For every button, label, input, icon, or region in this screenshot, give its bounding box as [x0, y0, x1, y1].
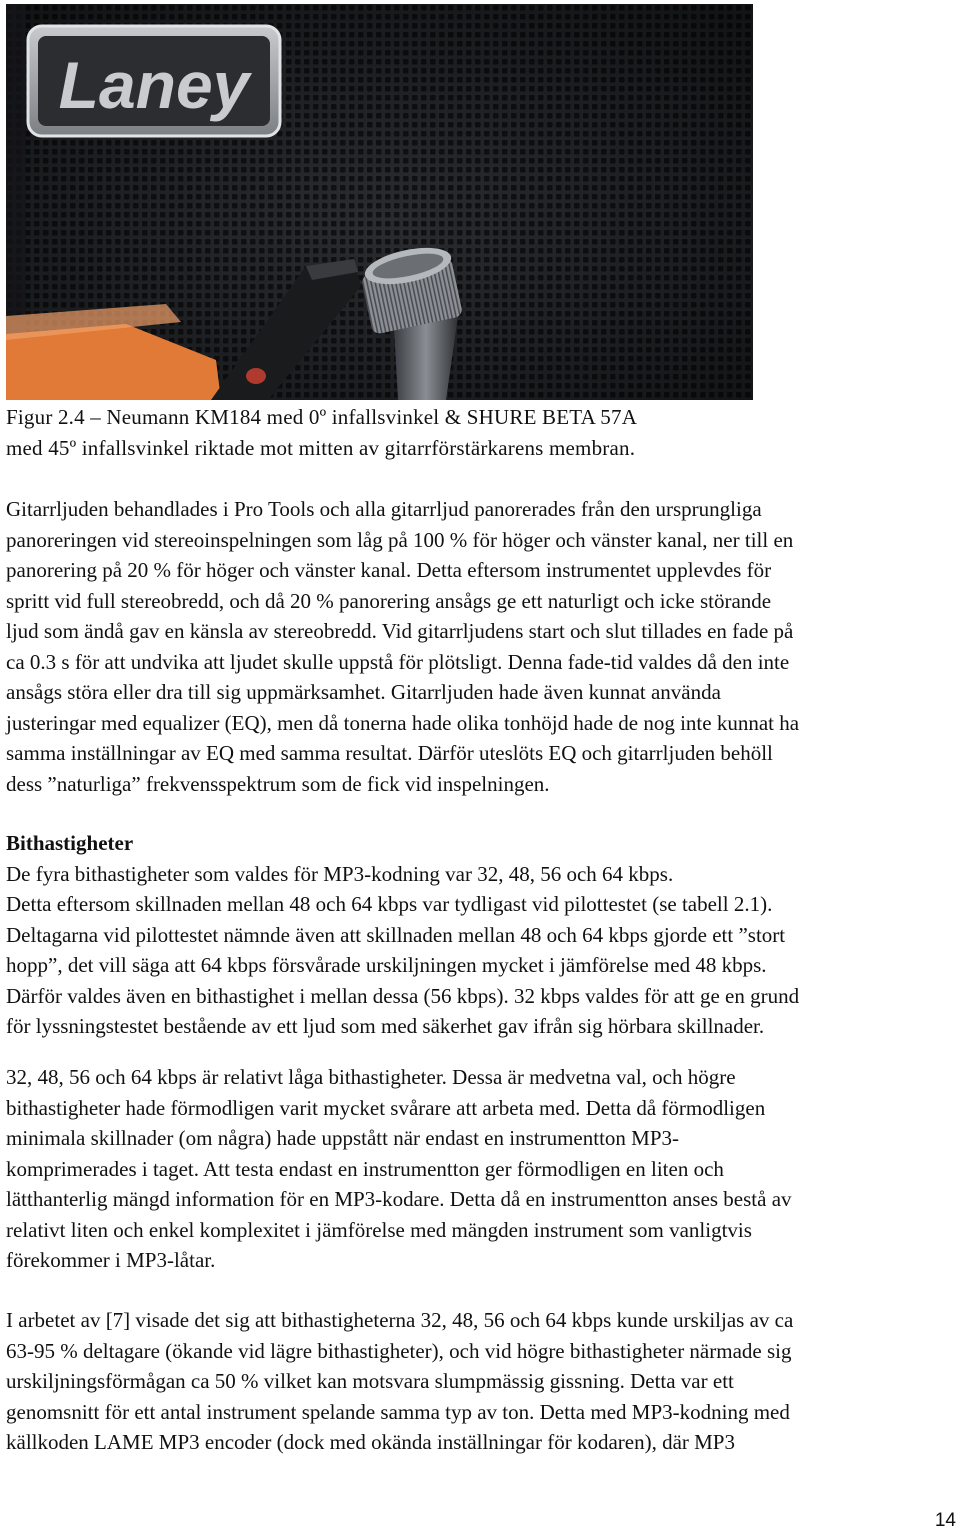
text-line: minimala skillnader (om några) hade uppstått när endast en instrumentton MP3- [6, 1126, 680, 1150]
text-line: spritt vid full stereobredd, och då 20 % panorering ansågs ge ett naturligt och icke störande [6, 588, 772, 613]
text-line: Deltagarna vid pilottestet nämnde även att skillnaden mellan 48 och 64 kbps gjorde ett ”stort [6, 922, 786, 947]
figure-photo [6, 4, 753, 400]
paragraph-panning [6, 494, 956, 799]
text-line: genomsnitt för ett antal instrument spelande samma typ av ton. Detta med MP3-kodning med [6, 1399, 790, 1424]
text-line: I arbetet av [7] visade det sig att bithastigheterna 32, 48, 56 och 64 kbps kunde urskiljas av ca [6, 1308, 794, 1332]
text-line: panorering på 20 % för höger och vänster kanal. Detta eftersom instrumentet upplevdes för [6, 558, 772, 582]
text-line: källkoden LAME MP3 encoder (dock med okända inställningar för kodaren), där MP3 [6, 1430, 735, 1454]
laney-logo [28, 26, 280, 136]
text-line: De fyra bithastigheter som valdes för MP3-kodning var 32, 48, 56 och 64 kbps. [6, 861, 674, 886]
section-heading: Bithastigheter [6, 831, 134, 855]
text-line: 32, 48, 56 och 64 kbps är relativt låga bithastigheter. Dessa är medvetna val, och högre [6, 1065, 736, 1089]
text-line: Gitarrljuden behandlades i Pro Tools och alla gitarrljud panorerades från den ursprungliga [6, 497, 762, 521]
section-bithastigheter [6, 828, 956, 1042]
text-line: samma inställningar av EQ med samma resultat. Därför uteslöts EQ och gitarrljuden behöll [6, 741, 773, 765]
text-line: ljud som ändå gav en känsla av stereobredd. Vid gitarrljudens start och slut tillades en fade på [6, 619, 794, 643]
caption-line: med 45º infallsvinkel riktade mot mitten av gitarrförstärkarens membran. [6, 436, 636, 460]
paragraph-reference-7 [6, 1305, 956, 1458]
text-line: justeringar med equalizer (EQ), men då tonerna hade olika tonhöjd hade de nog inte kunnat ha [6, 710, 800, 735]
text-line: relativt liten och enkel komplexitet i jämförelse med mängden instrument som vanligtvis [6, 1217, 752, 1242]
text-line: ca 0.3 s för att undvika att ljudet skulle uppstå för plötsligt. Denna fade-tid valdes då den inte [6, 649, 790, 674]
text-line: 63-95 % deltagare (ökande vid lägre bithastigheter), och vid högre bithastigheter närmade sig [6, 1338, 792, 1363]
text-line: komprimerades i taget. Att testa endast en instrumentton ger förmodligen en liten och [6, 1156, 724, 1181]
text-line: bithastigheter hade förmodligen varit mycket svårare att arbeta med. Detta då förmodligen [6, 1095, 766, 1120]
text-line: lätthanterlig mängd information för en MP3-kodare. Detta då en instrumentton anses bestå av [6, 1187, 792, 1211]
text-line: förekommer i MP3-låtar. [6, 1248, 216, 1272]
logo-text: Laney [58, 48, 250, 122]
text-line: urskiljningsförmågan ca 50 % vilket kan motsvara slumpmässig gissning. Detta var ett [6, 1369, 734, 1393]
text-line: Detta eftersom skillnaden mellan 48 och 64 kbps var tydligast vid pilottestet (se tabell 2.1). [6, 892, 773, 916]
paragraph-low-bitrates [6, 1062, 956, 1276]
figure-caption [6, 402, 946, 464]
text-line: panoreringen vid stereoinspelningen som låg på 100 % för höger och vänster kanal, ner till en [6, 527, 794, 552]
caption-line: Figur 2.4 – Neumann KM184 med 0º infallsvinkel & SHURE BETA 57A [6, 405, 638, 429]
text-line: för lyssningstestet bestående av ett ljud som med säkerhet gav ifrån sig hörbara skillnader. [6, 1014, 765, 1038]
text-line: dess ”naturliga” frekvensspektrum som de fick vid inspelningen. [6, 771, 550, 796]
text-line: hopp”, det vill säga att 64 kbps försvårade urskiljningen mycket i jämförelse med 48 kbps. [6, 953, 767, 977]
page-number: 14 [934, 1510, 956, 1531]
text-line: ansågs störa eller dra till sig uppmärksamhet. Gitarrljuden hade även kunnat använda [6, 680, 721, 704]
text-line: Därför valdes även en bithastighet i mellan dessa (56 kbps). 32 kbps valdes för att ge en grund [6, 983, 800, 1008]
